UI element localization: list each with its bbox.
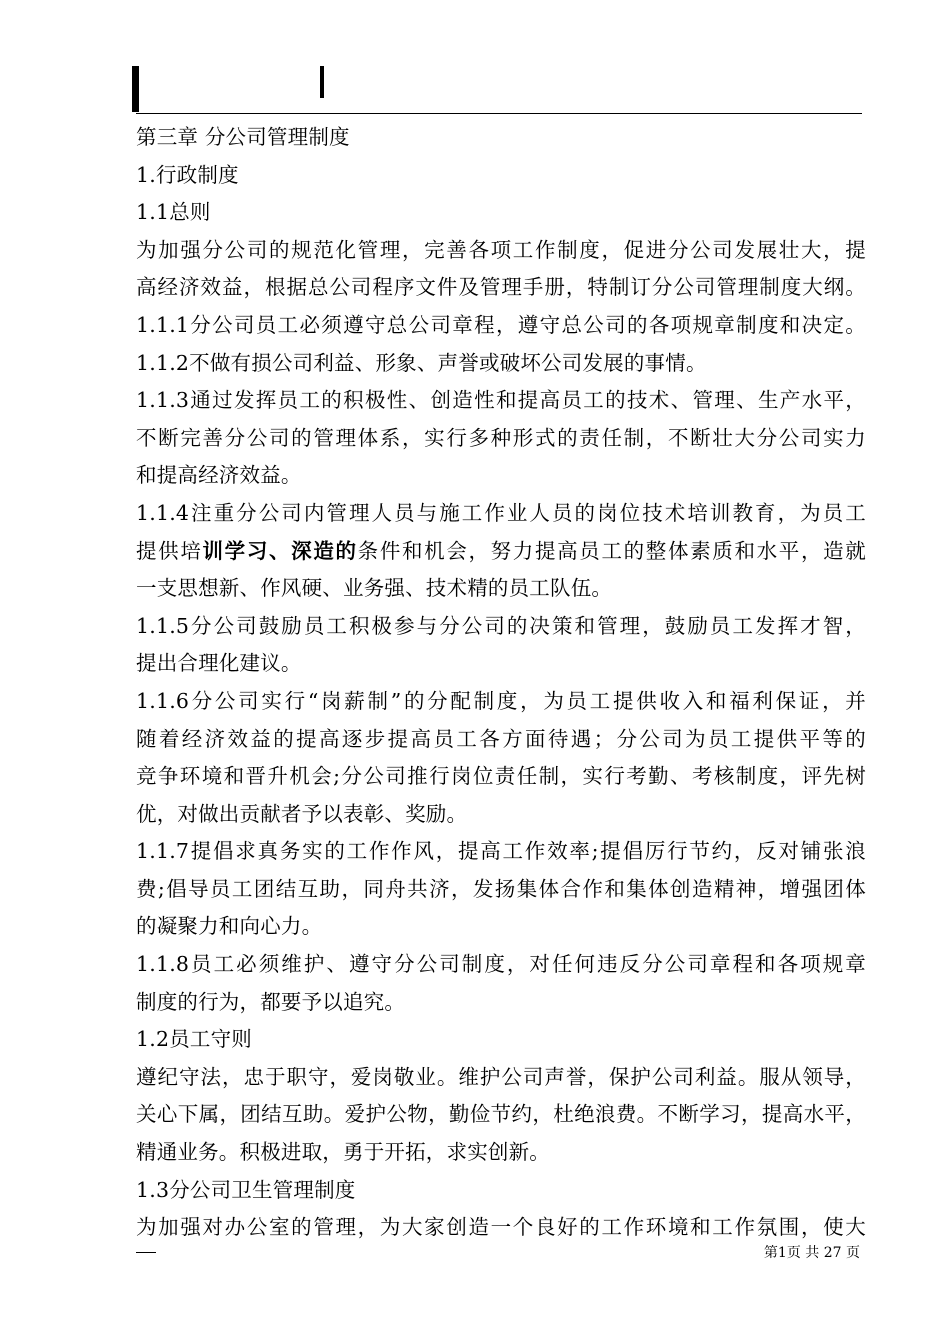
text-line: 1.2员工守则 [136,1027,253,1052]
text-line: 和提高经济效益。 [136,463,302,488]
page-number: 第1页 共 27 页 [763,1245,860,1261]
text-line: 费;倡导员工团结互助，同舟共济，发扬集体合作和集体创造精神，增强团体 [136,876,866,901]
text-line: 遵纪守法，忠于职守，爱岗敬业。维护公司声誉，保护公司利益。服从领导， [136,1064,866,1089]
header-rule [136,113,862,114]
text-run: 条件和机会，努力提高员工的整体素质和水平，造就 [357,538,866,563]
text-line: 1.1.2不做有损公司利益、形象、声誉或破坏公司发展的事情。 [136,350,707,375]
document-body [136,119,866,1247]
text-line: 一支思想新、作风硬、业务强、技术精的员工队伍。 [136,576,613,601]
text-line: 1.1总则 [136,200,211,225]
text-line: 1.1.5分公司鼓励员工积极参与分公司的决策和管理，鼓励员工发挥才智， [136,613,866,638]
text-line: 随着经济效益的提高逐步提高员工各方面待遇；分公司为员工提供平等的 [136,726,866,751]
text-line: 1.1.4注重分公司内管理人员与施工作业人员的岗位技术培训教育，为员工 [136,500,866,525]
text-line: 的凝聚力和向心力。 [136,914,323,939]
text-line: 为加强对办公室的管理，为大家创造一个良好的工作环境和工作氛围，使大 [136,1215,866,1240]
text-line: 精通业务。积极进取，勇于开拓，求实创新。 [136,1140,550,1165]
footer-dash [136,1252,156,1253]
text-run: 提供培 [136,538,203,563]
header-mark-left [132,66,139,112]
text-line: 高经济效益，根据总公司程序文件及管理手册，特制订分公司管理制度大纲。 [136,275,866,300]
text-line: 1.1.1分公司员工必须遵守总公司章程，遵守总公司的各项规章制度和决定。 [136,312,866,337]
text-line: 竞争环境和晋升机会;分公司推行岗位责任制，实行考勤、考核制度，评先树 [136,764,866,789]
text-line: 制度的行为，都要予以追究。 [136,989,406,1014]
text-line: 1.1.3通过发挥员工的积极性、创造性和提高员工的技术、管理、生产水平， [136,388,866,413]
text-line: 1.1.8员工必须维护、遵守分公司制度，对任何违反分公司章程和各项规章 [136,952,866,977]
text-line: 1.3分公司卫生管理制度 [136,1177,356,1202]
text-line: 为加强分公司的规范化管理，完善各项工作制度，促进分公司发展壮大，提 [136,237,866,262]
text-line: 关心下属，团结互助。爱护公物，勤俭节约，杜绝浪费。不断学习，提高水平， [136,1102,866,1127]
bold-text-run: 训学习、深造的 [202,538,358,563]
text-line: 第三章 分公司管理制度 [136,125,350,149]
text-line: 优，对做出贡献者予以表彰、奖励。 [136,801,468,826]
text-line: 1.1.7提倡求真务实的工作作风，提高工作效率;提倡厉行节约，反对铺张浪 [136,839,866,864]
text-line: 1.行政制度 [136,162,239,187]
text-line: 不断完善分公司的管理体系，实行多种形式的责任制，不断壮大分公司实力 [136,425,866,450]
header-mark-right [320,66,324,98]
text-line [136,533,866,571]
text-line: 提出合理化建议。 [136,651,302,676]
text-line: 1.1.6分公司实行“岗薪制”的分配制度，为员工提供收入和福利保证，并 [136,688,866,713]
